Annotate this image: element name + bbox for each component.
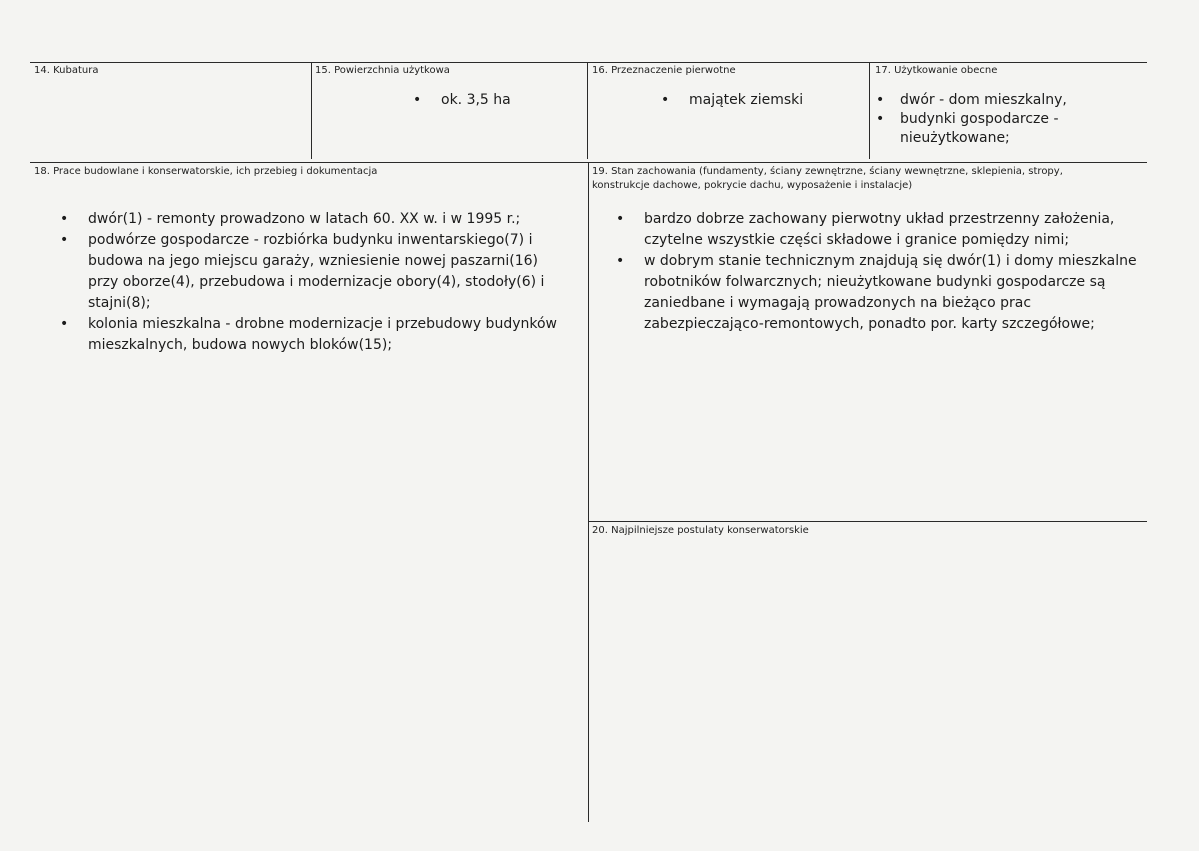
field-17-label: 17. Użytkowanie obecne bbox=[875, 65, 998, 76]
divider-14-15 bbox=[311, 62, 312, 159]
list-item: • ok. 3,5 ha bbox=[413, 90, 583, 111]
list-item: • bardzo dobrze zachowany pierwotny układ przestrzenny założenia, czytelne wszystkie części składowe i granice pomiędzy nimi; bbox=[616, 209, 1146, 251]
list-item: • dwór(1) - remonty prowadzono w latach 60. XX w. i w 1995 r.; bbox=[60, 209, 570, 230]
field-17-list bbox=[876, 91, 1081, 148]
divider-18-19 bbox=[588, 162, 589, 822]
list-item: • kolonia mieszkalna - drobne modernizacje i przebudowy budynków mieszkalnych, budowa nowych bloków(15); bbox=[60, 314, 570, 356]
field-15-label: 15. Powierzchnia użytkowa bbox=[315, 65, 450, 76]
field-15-list bbox=[413, 90, 583, 111]
field-19-list bbox=[616, 209, 1146, 335]
list-item: • majątek ziemski bbox=[661, 90, 866, 111]
field-18-label: 18. Prace budowlane i konserwatorskie, ich przebieg i dokumentacja bbox=[34, 166, 378, 177]
divider-15-16 bbox=[587, 62, 588, 159]
list-item: • podwórze gospodarcze - rozbiórka budynku inwentarskiego(7) i budowa na jego miejscu garaży, wzniesienie nowej paszarni(16) przy oborze(4), przebudowa i modernizacje obory(4), stodoły(6) i stajni(8); bbox=[60, 230, 570, 314]
field-19-label-line2: konstrukcje dachowe, pokrycie dachu, wyposażenie i instalacje) bbox=[592, 180, 913, 191]
divider-16-17 bbox=[869, 62, 870, 159]
field-20-label: 20. Najpilniejsze postulaty konserwatorskie bbox=[592, 525, 809, 536]
field-14-label: 14. Kubatura bbox=[34, 65, 99, 76]
row3-border-line bbox=[589, 521, 1147, 522]
field-19-label-line1: 19. Stan zachowania (fundamenty, ściany zewnętrzne, ściany wewnętrzne, sklepienia, stropy, bbox=[592, 166, 1063, 177]
list-item: • w dobrym stanie technicznym znajdują się dwór(1) i domy mieszkalne robotników folwarcznych; nieużytkowane budynki gospodarcze są zaniedbane i wymagają prowadzonych na bieżąco prac zabezpieczająco-remontowych, ponadto por. karty szczegółowe; bbox=[616, 251, 1146, 335]
field-16-label: 16. Przeznaczenie pierwotne bbox=[592, 65, 736, 76]
list-item: • dwór - dom mieszkalny, bbox=[876, 91, 1081, 110]
list-item: • budynki gospodarcze - nieużytkowane; bbox=[876, 110, 1081, 148]
top-border-line bbox=[30, 62, 1147, 63]
field-18-list bbox=[60, 209, 570, 356]
field-16-list bbox=[661, 90, 866, 111]
